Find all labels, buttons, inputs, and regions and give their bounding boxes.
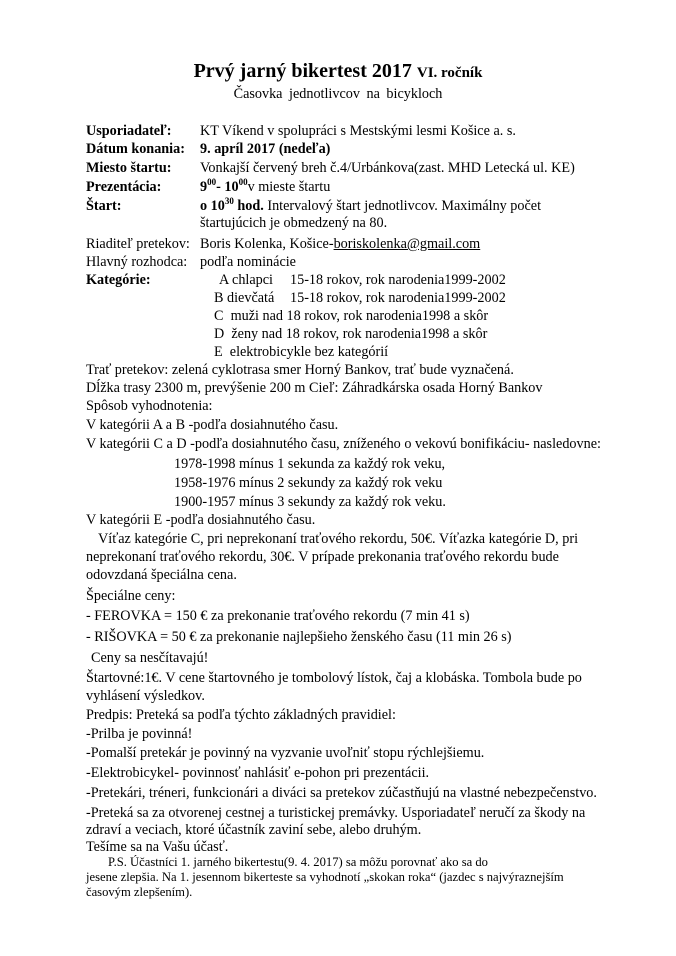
start-hod: hod.: [233, 198, 264, 214]
registration-start-hour: 9: [200, 179, 208, 195]
registration-label: Prezentácia:: [86, 179, 162, 195]
rule-3: -Elektrobicykel- povinnosť nahlásiť e-pohon pri prezentácii.: [86, 765, 430, 781]
bonus-line-1: 1978-1998 mínus 1 sekunda za každý rok veku,: [174, 456, 446, 472]
referee-value: podľa nominácie: [200, 254, 296, 270]
page-subtitle: Časovka jednotlivcov na bicykloch: [233, 86, 443, 102]
category-c-code: C: [214, 308, 224, 324]
category-e: [214, 343, 388, 361]
registration-start-minutes: 00: [207, 177, 217, 187]
director-value: [200, 235, 480, 253]
director-email-link[interactable]: boriskolenka@gmail.com: [333, 236, 481, 252]
rule-1: -Prilba je povinná!: [86, 726, 193, 742]
start-minutes: 30: [224, 196, 234, 206]
evaluation-title: Spôsob vyhodnotenia:: [86, 398, 213, 414]
special-prize-risovka: - RIŠOVKA = 50 € za prekonanie najlepšieho ženského času (11 min 26 s): [86, 629, 512, 645]
registration-place: v mieste štartu: [247, 179, 331, 195]
registration-end-hour: - 10: [216, 179, 239, 195]
category-a-name: chlapci: [232, 272, 273, 288]
category-b: [214, 289, 274, 307]
category-a-code: A: [219, 272, 229, 288]
category-e-code: E: [214, 344, 223, 360]
track-text: Trať pretekov: zelená cyklotrasa smer Horný Bankov, trať bude vyznačená.: [86, 362, 514, 378]
registration-value: [200, 178, 330, 196]
category-b-name: dievčatá: [227, 290, 275, 306]
organizer-value: KT Víkend v spolupráci s Mestskými lesmi Košice a. s.: [200, 123, 516, 139]
organizer-label: Usporiadateľ:: [86, 123, 172, 139]
category-d: [214, 325, 487, 343]
prize-line-2: neprekonaní traťového rekordu, 30€. V prípade prekonania traťového rekordu bude: [86, 549, 559, 565]
ps-line-3: časovým zlepšením).: [86, 885, 193, 899]
closing-text: Tešíme sa na Vašu účasť.: [86, 839, 229, 855]
category-d-code: D: [214, 326, 225, 342]
date-label: Dátum konania:: [86, 141, 185, 157]
rule-2: -Pomalší pretekár je povinný na vyzvanie uvoľniť stopu rýchlejšiemu.: [86, 745, 485, 761]
special-prize-ferovka: - FEROVKA = 150 € za prekonanie traťového rekordu (7 min 41 s): [86, 608, 470, 624]
bonus-line-2: 1958-1976 mínus 2 sekundy za každý rok veku: [174, 475, 443, 491]
category-c: [214, 307, 488, 325]
evaluation-ab: V kategórii A a B -podľa dosiahnutého času.: [86, 417, 339, 433]
length-text: Dĺžka trasy 2300 m, prevýšenie 200 m Cieľ: Záhradkárska osada Horný Bankov: [86, 380, 543, 396]
category-b-desc: 15-18 rokov, rok narodenia1999-2002: [290, 290, 506, 306]
start-hour: o 10: [200, 198, 225, 214]
evaluation-cd: V kategórii C a D -podľa dosiahnutého času, zníženého o vekovú bonifikáciu- nasledovne:: [86, 436, 601, 452]
page-title: [0, 60, 676, 83]
category-e-name: elektrobicykle bez kategórií: [229, 344, 389, 360]
start-description: Intervalový štart jednotlivcov. Maximálny počet: [263, 198, 542, 214]
no-sum-note: Ceny sa nesčítavajú!: [91, 650, 209, 666]
title-main: Prvý jarný bikertest 2017: [193, 60, 412, 82]
rule-5: -Preteká sa za otvorenej cestnej a turistickej premávky. Usporiadateľ neručí za škody na: [86, 805, 586, 821]
fee-line-1: Štartovné:1€. V cene štartovného je tombolový lístok, čaj a klobáska. Tombola bude po: [86, 670, 582, 686]
start-place-label: Miesto štartu:: [86, 160, 172, 176]
ps-line-1: P.S. Účastníci 1. jarného bikertestu(9. 4. 2017) sa môžu porovnať ako sa do: [108, 855, 488, 869]
registration-end-minutes: 00: [238, 177, 248, 187]
director-label: Riaditeľ pretekov:: [86, 236, 190, 252]
category-a-desc: 15-18 rokov, rok narodenia1999-2002: [290, 272, 506, 288]
category-c-name: muži nad 18 rokov, rok narodenia1998 a skôr: [230, 308, 489, 324]
start-label: Štart:: [86, 198, 122, 214]
rule-5-line2: zdraví a veciach, ktoré účastník zaviní sebe, alebo druhým.: [86, 822, 422, 838]
rules-title: Predpis: Preteká sa podľa týchto základných pravidiel:: [86, 707, 396, 723]
title-edition: VI. ročník: [416, 65, 483, 81]
category-a: [219, 271, 273, 289]
bonus-line-3: 1900-1957 mínus 3 sekundy za každý rok veku.: [174, 494, 446, 510]
prize-line-1: Víťaz kategórie C, pri neprekonaní traťového rekordu, 50€. Víťazka kategórie D, pri: [98, 531, 579, 547]
fee-line-2: vyhlásení výsledkov.: [86, 688, 205, 704]
start-place-value: Vonkajší červený breh č.4/Urbánkova(zast. MHD Letecká ul. KE): [200, 160, 575, 176]
start-value-line2: štartujúcich je obmedzený na 80.: [200, 215, 388, 231]
evaluation-e: V kategórii E -podľa dosiahnutého času.: [86, 512, 316, 528]
date-value: 9. apríl 2017 (nedeľa): [200, 141, 331, 157]
categories-label: Kategórie:: [86, 272, 151, 288]
rule-4: -Pretekári, tréneri, funkcionári a diváci sa pretekov zúčastňujú na vlastné nebezpečenstvo.: [86, 785, 597, 801]
category-b-code: B: [214, 290, 224, 306]
category-d-name: ženy nad 18 rokov, rok narodenia1998 a skôr: [231, 326, 488, 342]
start-value: [200, 197, 541, 215]
special-prizes-title: Špeciálne ceny:: [86, 588, 176, 604]
referee-label: Hlavný rozhodca:: [86, 254, 188, 270]
director-name: Boris Kolenka, Košice-: [200, 236, 334, 252]
ps-line-2: jesene zlepšia. Na 1. jesennom bikerteste sa vyhodnotí „skokan roka“ (jazdec s najvýraznejším: [86, 870, 564, 884]
prize-line-3: odovzdaná špeciálna cena.: [86, 567, 237, 583]
